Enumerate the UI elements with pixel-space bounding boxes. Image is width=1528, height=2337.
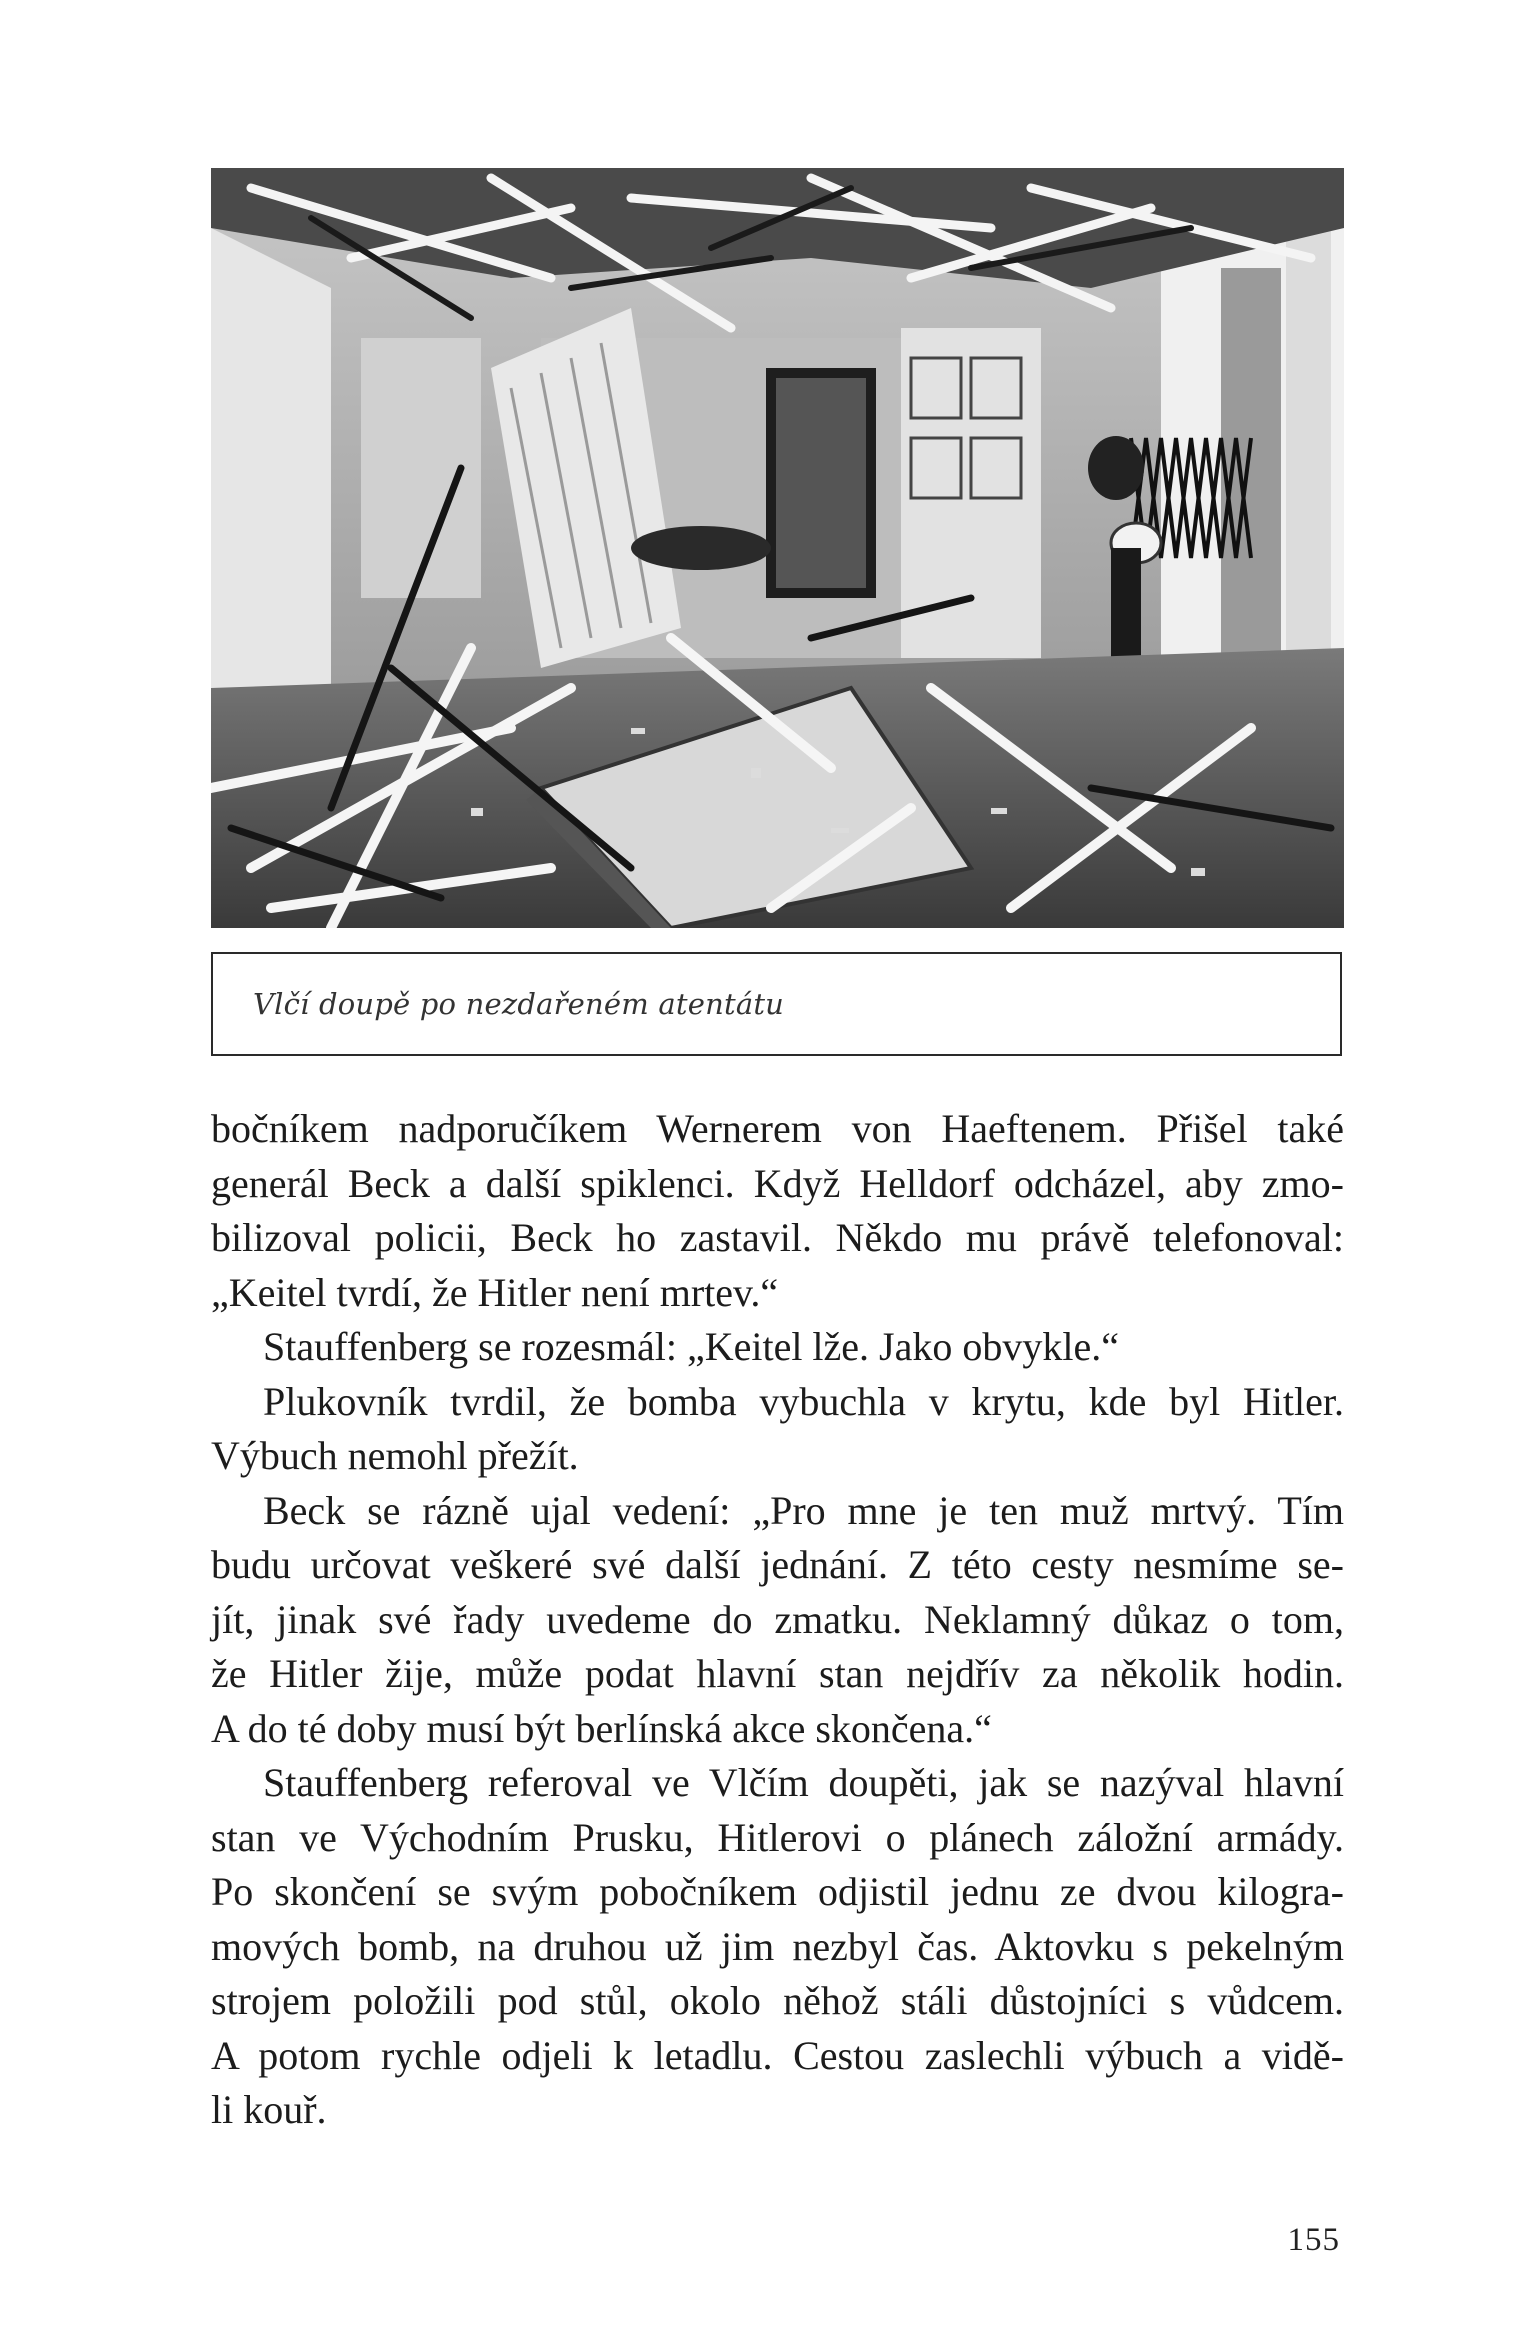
text-line: bočníkem nadporučíkem Wernerem von Haeftenem. Přišel také: [211, 1106, 1344, 1151]
text-line: generál Beck a další spiklenci. Když Helldorf odcházel, aby zmo-: [211, 1160, 1344, 1206]
text-line: A do té doby musí být berlínská akce skončena.“: [211, 1705, 992, 1751]
page-number: 155: [1287, 2222, 1340, 2258]
text-line: li kouř.: [211, 2087, 327, 2132]
text-line: Beck se rázně ujal vedení: „Pro mne je ten muž mrtvý. Tím: [263, 1487, 1344, 1533]
text-line: A potom rychle odjeli k letadlu. Cestou zaslechli výbuch a vidě-: [211, 2032, 1344, 2078]
text-line: že Hitler žije, může podat hlavní stan nejdřív za několik hodin.: [211, 1651, 1344, 1696]
text-line: Po skončení se svým pobočníkem odjistil jednu ze dvou kilogra-: [211, 1869, 1344, 1914]
text-line: strojem položili pod stůl, okolo něhož stáli důstojníci s vůdcem.: [211, 1978, 1344, 2023]
figure-caption-box: [211, 952, 1342, 1056]
body-text: [211, 1102, 1344, 2138]
text-line: jít, jinak své řady uvedeme do zmatku. Neklamný důkaz o tom,: [211, 1596, 1344, 1642]
figure-caption: Vlčí doupě po nezdařeném atentátu: [253, 987, 785, 1021]
text-line: Plukovník tvrdil, že bomba vybuchla v krytu, kde byl Hitler.: [263, 1378, 1344, 1424]
text-line: bilizoval policii, Beck ho zastavil. Někdo mu právě telefonoval:: [211, 1215, 1344, 1260]
text-line: Stauffenberg referoval ve Vlčím doupěti, jak se nazýval hlavní: [263, 1760, 1344, 1805]
text-line: „Keitel tvrdí, že Hitler není mrtev.“: [211, 1269, 779, 1315]
text-line: mových bomb, na druhou už jim nezbyl čas. Aktovku s pekelným: [211, 1923, 1344, 1969]
bomb-damage-photo: [211, 168, 1344, 928]
text-line: budu určovat veškeré své další jednání. Z této cesty nesmíme se-: [211, 1542, 1344, 1587]
text-line: stan ve Východním Prusku, Hitlerovi o plánech záložní armády.: [211, 1814, 1344, 1860]
text-line: Stauffenberg se rozesmál: „Keitel lže. Jako obvykle.“: [263, 1324, 1119, 1369]
text-line: Výbuch nemohl přežít.: [211, 1433, 579, 1478]
